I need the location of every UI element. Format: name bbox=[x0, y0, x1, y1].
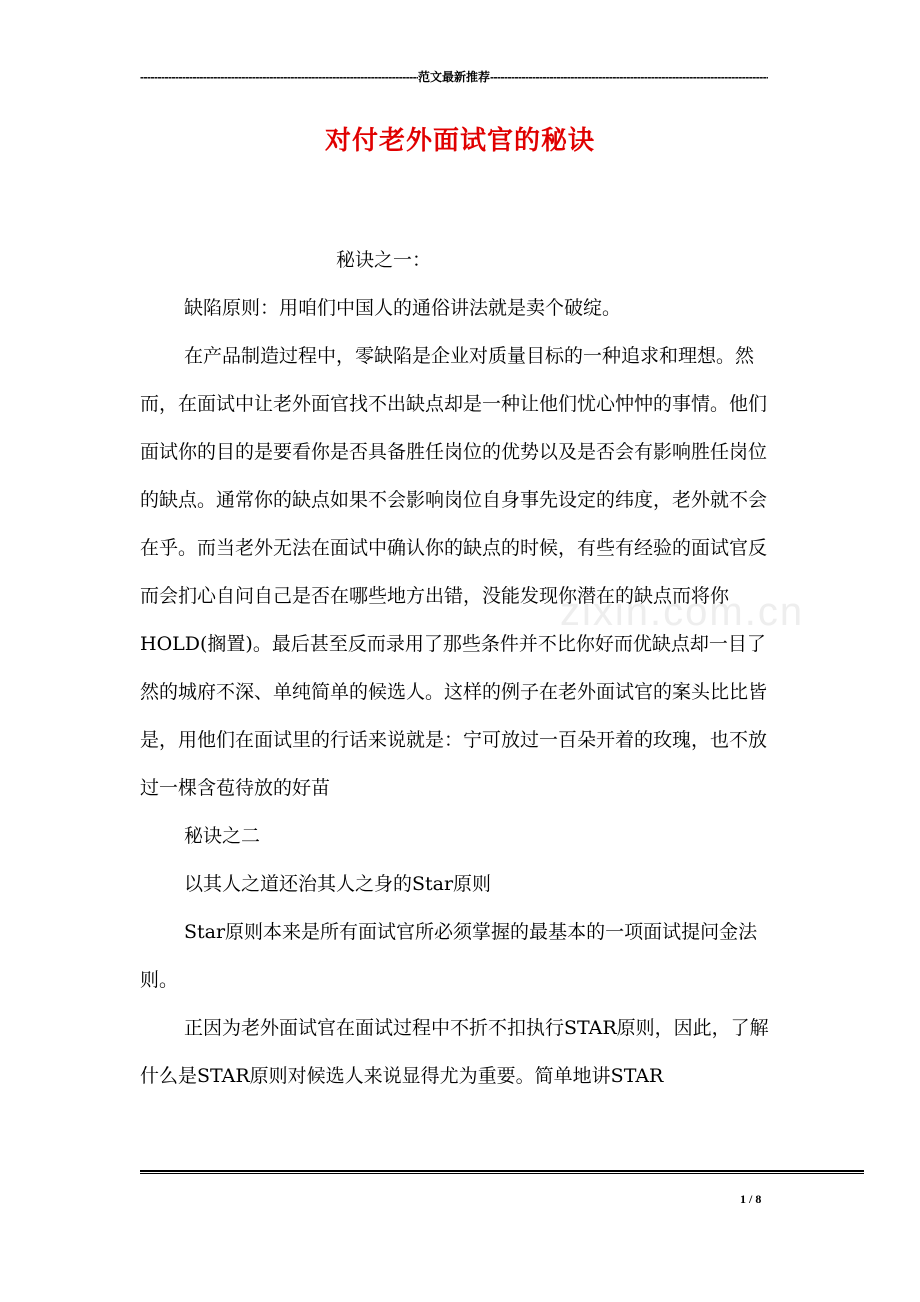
header-dash-right bbox=[490, 70, 768, 84]
paragraph: 在产品制造过程中，零缺陷是企业对质量目标的一种追求和理想。然而，在面试中让老外面官找不出缺点却是一种让他们忧心忡忡的事情。他们面试你的目的是要看你是否具备胜任岗位的优势以及是否会有影响胜任岗位的缺点。通常你的缺点如果不会影响岗位自身事先设定的纬度，老外就不会在乎。而当老外无法在面试中确认你的缺点的时候，有些有经验的面试官反而会扪心自问自己是否在哪些地方出错，没能发现你潜在的缺点而将你HOLD(搁置)。最后甚至反而录用了那些条件并不比你好而优缺点却一目了然的城府不深、单纯简单的候选人。这样的例子在老外面试官的案头比比皆是，用他们在面试里的行话来说就是：宁可放过一百朵开着的玫瑰，也不放过一棵含苞待放的好苗 bbox=[140, 345, 768, 799]
section-heading-2: 秘诀之二 bbox=[184, 825, 261, 847]
document-body bbox=[140, 236, 784, 1100]
page-number: 1 / 8 bbox=[740, 1192, 762, 1206]
document-title: 对付老外面试官的秘诀 bbox=[324, 126, 595, 156]
watermark: zixin.com.cn bbox=[560, 590, 805, 634]
header-label: 范文最新推荐 bbox=[418, 70, 491, 84]
paragraph: 缺陷原则：用咱们中国人的通俗讲法就是卖个破绽。 bbox=[184, 297, 622, 319]
header-line bbox=[140, 68, 768, 85]
header-dash-left bbox=[140, 70, 418, 84]
paragraph: 正因为老外面试官在面试过程中不折不扣执行STAR原则，因此，了解什么是STAR原则对候选人来说显得尤为重要。简单地讲STAR bbox=[140, 1017, 769, 1087]
paragraph: Star原则本来是所有面试官所必须掌握的最基本的一项面试提问金法则。 bbox=[140, 921, 758, 991]
section-heading-1: 秘诀之一： bbox=[336, 249, 432, 271]
footer-rule bbox=[140, 1170, 864, 1174]
paragraph: 以其人之道还治其人之身的Star原则 bbox=[184, 873, 492, 895]
